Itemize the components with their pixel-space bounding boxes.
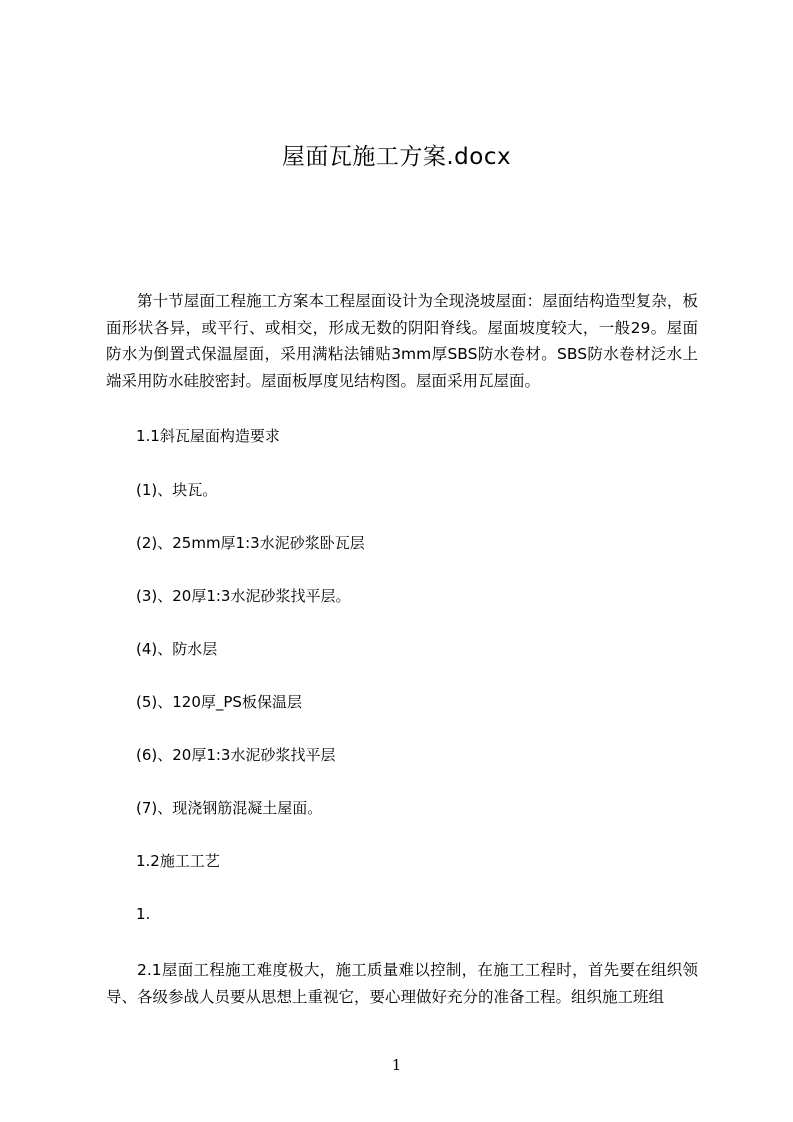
section-heading-1-2: 1.2施工工艺 xyxy=(136,852,220,870)
intro-paragraph: 第十节屋面工程施工方案本工程屋面设计为全现浇坡屋面：屋面结构造型复杂，板面形状各异，或平行、或相交，形成无数的阴阳脊线。屋面坡度较大，一般29。屋面防水为倒置式保温屋面，采用满粘法铺贴3mm厚SBS防水卷材。SBS防水卷材泛水上端采用防水硅胶密封。屋面板厚度见结构图。屋面采用瓦屋面。 xyxy=(106,292,698,390)
list-item: (1)、块瓦。 xyxy=(136,481,218,499)
list-item: (7)、现浇钢筋混凝土屋面。 xyxy=(136,799,323,817)
list-item: (3)、20厚1:3水泥砂浆找平层。 xyxy=(136,587,351,605)
list-item: (2)、25mm厚1:3水泥砂浆卧瓦层 xyxy=(136,534,365,552)
list-item: (4)、防水层 xyxy=(136,640,218,658)
page-number: 1 xyxy=(391,1056,402,1074)
paragraph-2-1: 2.1屋面工程施工难度极大，施工质量难以控制，在施工工程时，首先要在组织领导、各级参战人员要从思想上重视它，要心理做好充分的准备工程。组织施工班组 xyxy=(106,961,698,1006)
numbered-item: 1. xyxy=(136,905,151,923)
document-title: 屋面瓦施工方案.docx xyxy=(281,144,512,170)
list-item: (6)、20厚1:3水泥砂浆找平层 xyxy=(136,746,336,764)
list-item: (5)、120厚_PS板保温层 xyxy=(136,693,302,711)
section-heading-1-1: 1.1斜瓦屋面构造要求 xyxy=(136,427,280,445)
